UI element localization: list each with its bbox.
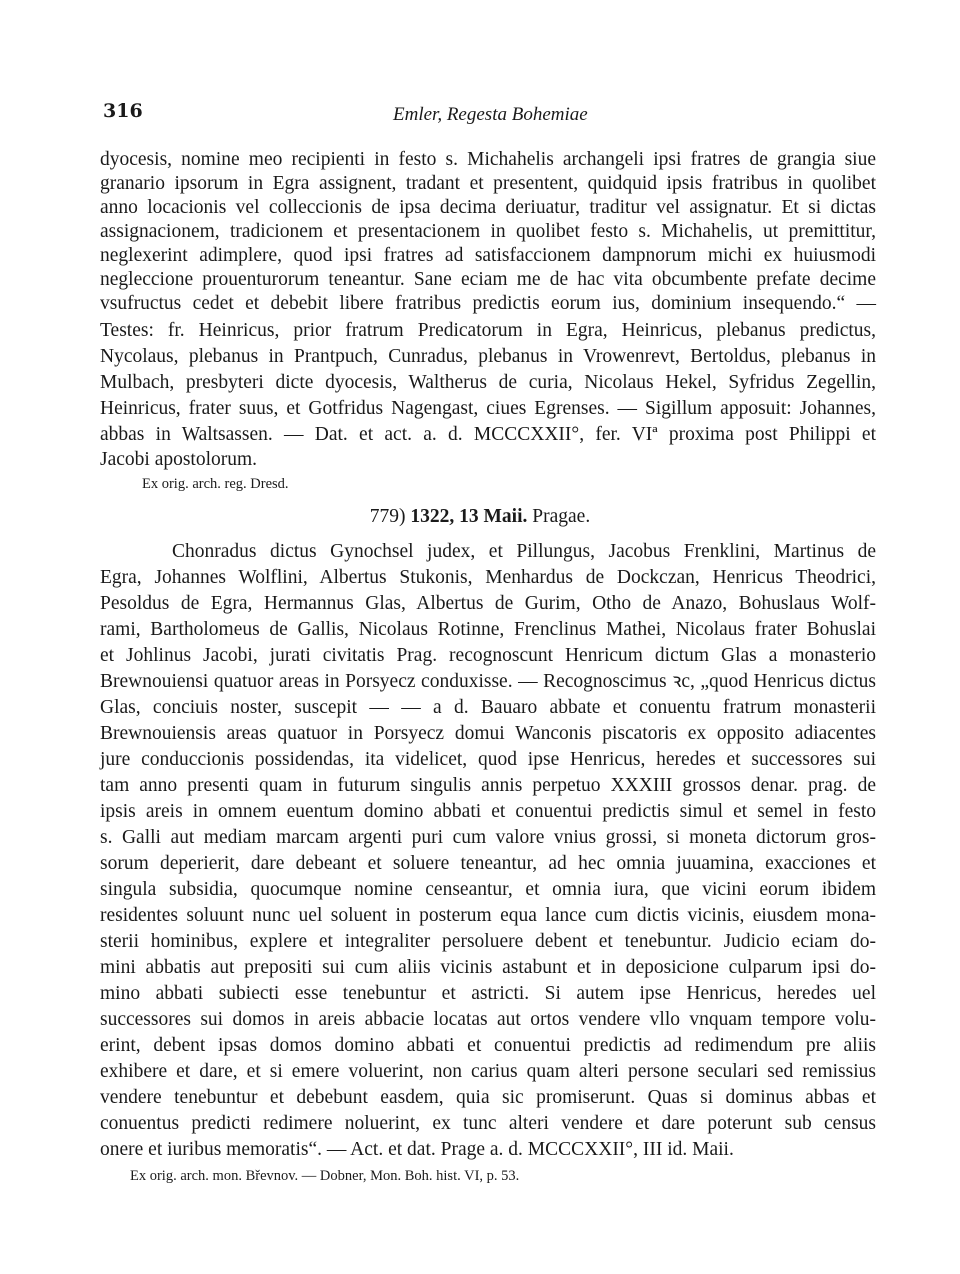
text-line: Brewnouiensi quatuor areas in Porsyecz conduxisse. — Recognoscimus ꝛc, „quod Henricus dictus <box>100 671 876 692</box>
document-heading <box>0 506 960 528</box>
document-number: 779) <box>369 506 406 527</box>
text-line: Chonradus dictus Gynochsel judex, et Pillungus, Jacobus Frenklini, Martinus de <box>172 541 876 562</box>
text-line: Egra, Johannes Wolflini, Albertus Stukonis, Menhardus de Dockczan, Henricus Theodrici, <box>100 567 876 588</box>
text-line: residentes soluunt nunc uel soluent in posterum equa lance cum dictis vicinis, eiusdem mona- <box>100 905 876 926</box>
text-line: Pesoldus de Egra, Hermannus Glas, Albertus de Gurim, Otho de Anazo, Bohuslaus Wolf- <box>100 593 876 614</box>
text-line: conuentus predicti redimere noluerint, ex tunc alteri vendere et dare poterunt sub census <box>100 1113 876 1134</box>
text-line: abbas in Waltsassen. — Dat. et act. a. d. MCCCXXII°, fer. VIª proxima post Philippi et <box>100 424 876 445</box>
text-line: tam anno presenti quam in futurum singulis annis perpetuo XXXIII grossos denar. prag. de <box>100 775 876 796</box>
page-number: 316 <box>103 100 143 122</box>
text-line: sterii hominibus, explere et integraliter persoluere debent et tenebuntur. Judicio eciam do- <box>100 931 876 952</box>
text-line: s. Galli aut mediam marcam argenti puri cum valore vnius grossi, si moneta dictorum gros- <box>100 827 876 848</box>
document-date: 1322, 13 Maii. <box>410 506 528 527</box>
text-line: Jacobi apostolorum. <box>100 449 258 470</box>
text-line: onere et iuribus memoratis“. — Act. et dat. Prage a. d. MCCCXXII°, III id. Maii. <box>100 1139 734 1160</box>
text-line: Nycolaus, plebanus in Prantpuch, Cunradus, plebanus in Vrowenrevt, Bertoldus, plebanus in <box>100 346 876 367</box>
text-line: Brewnouiensis areas quatuor in Porsyecz domui Wanconis piscatoris ex opposito adiacentes <box>100 723 876 744</box>
running-head: Emler, Regesta Bohemiae <box>393 104 588 125</box>
source-note: Ex orig. arch. mon. Břevnov. — Dobner, Mon. Boh. hist. VI, p. 53. <box>130 1168 520 1184</box>
text-line: vendere tenebuntur et debebunt easdem, quia sic promiserunt. Quas si dominus abbas et <box>100 1087 876 1108</box>
text-line: vsufructus cedet et debebit libere fratribus predictis eorum ius, dominium insequendo.“ — <box>100 293 876 314</box>
text-line: singula subsidia, quocumque nomine censeantur, et omnia iura, que vicini eorum ibidem <box>100 879 876 900</box>
page-header <box>100 100 860 130</box>
text-line: mino abbati subiecti esse tenebuntur et astricti. Si autem ipse Henricus, heredes uel <box>100 983 876 1004</box>
text-line: sorum deperierit, dare debeant et soluere teneantur, ad hec omnia juuamina, exacciones et <box>100 853 876 874</box>
text-line: negleccione prouenturorum teneantur. Sane eciam me de hac vita obcumbente prefate decime <box>100 269 876 290</box>
text-line: granario ipsorum in Egra assignent, tradant et presentent, quidquid ipsis fratribus in quolibet <box>100 173 876 194</box>
text-line: jure conduccionis possidendas, ita videlicet, quod ipse Henricus, heredes et successores sui <box>100 749 876 770</box>
text-line: anno locacionis vel colleccionis de ipsa decima deriuatur, traditur vel assignatur. Et si dictas <box>100 197 876 218</box>
text-line: mini abbatis aut prepositi sui cum aliis vicinis astabunt et in deposicione culparum ipsi do- <box>100 957 876 978</box>
text-line: rami, Bartholomeus de Gallis, Nicolaus Rotinne, Frenclinus Mathei, Nicolaus frater Bohuslai <box>100 619 876 640</box>
source-note: Ex orig. arch. reg. Dresd. <box>142 476 289 492</box>
text-line: Heinricus, frater suus, et Gotfridus Nagengast, ciues Egrenses. — Sigillum apposuit: Johannes, <box>100 398 876 419</box>
text-line: neglexerint adimplere, quod ipsi fratres ad satisfaccionem dampnorum michi ex huiusmodi <box>100 245 876 266</box>
text-line: exhibere et dare, et si emere voluerint, non carius quam alteri persone seculari sed remissius <box>100 1061 876 1082</box>
text-line: Glas, conciuis noster, suscepit — — a d. Bauaro abbate et conuentu fratrum monasterii <box>100 697 876 718</box>
text-line: et Johlinus Jacobi, jurati civitatis Prag. recognoscunt Henricum dictum Glas a monasterio <box>100 645 876 666</box>
text-line: assignacionem, tradicionem et presentacionem in quolibet festo s. Michahelis, ut premittitur, <box>100 221 876 242</box>
text-line: Mulbach, presbyteri dicte dyocesis, Waltherus de curia, Nicolaus Hekel, Syfridus Zegellin, <box>100 372 876 393</box>
text-line: dyocesis, nomine meo recipienti in festo s. Michahelis archangeli ipsi fratres de grangia siue <box>100 149 876 170</box>
text-line: successores sui domos in areis abbacie locatas aut ortos vendere vllo vnquam tempore volu- <box>100 1009 876 1030</box>
text-line: erint, debent ipsas domos domino abbati et conuentui predictis ad redimendum pre aliis <box>100 1035 876 1056</box>
text-line: ipsis areis in omnem euentum domino abbati et conuentui predictis simul et semel in festo <box>100 801 876 822</box>
document-place: Pragae. <box>532 506 591 527</box>
text-line: Testes: fr. Heinricus, prior fratrum Predicatorum in Egra, Heinricus, plebanus predictus, <box>100 320 876 341</box>
